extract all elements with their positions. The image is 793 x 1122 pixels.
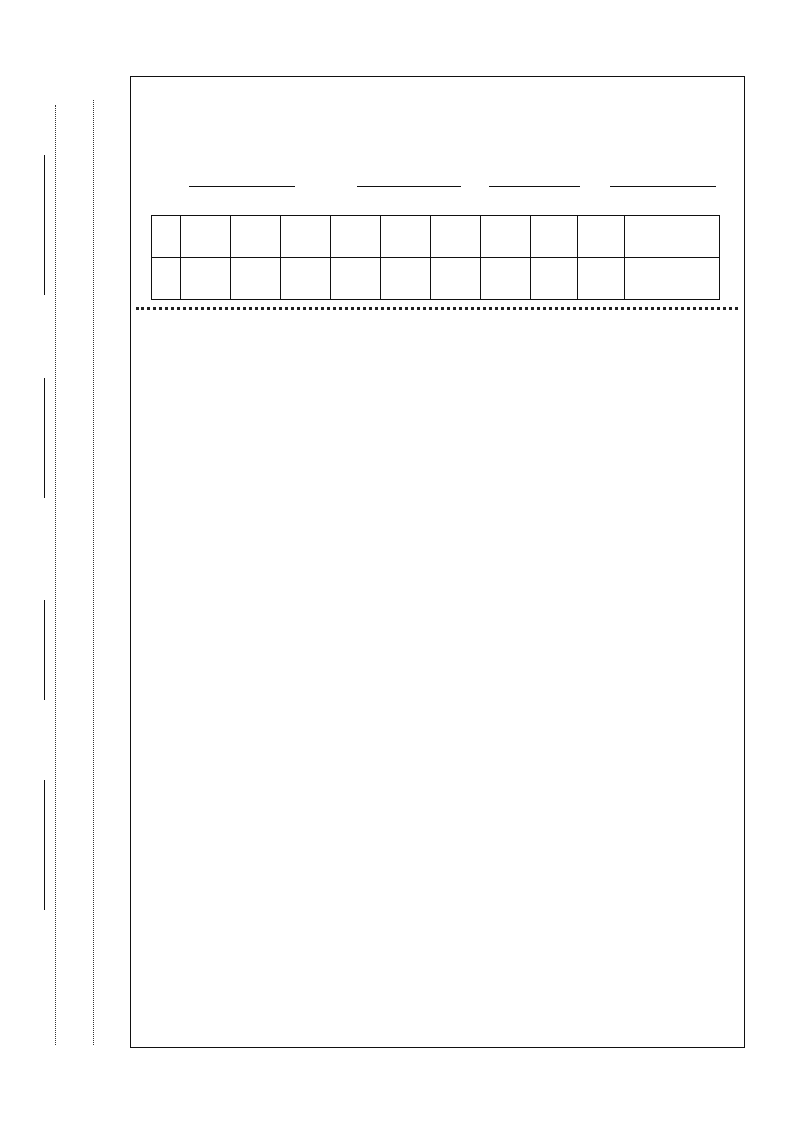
grader-cell[interactable] [625, 258, 720, 300]
college-blank[interactable] [189, 186, 295, 187]
score-col-header [381, 216, 431, 258]
paper-maker-signature-blank [44, 780, 45, 910]
score-cell[interactable] [531, 258, 578, 300]
margin-dotted-line-left [55, 105, 56, 1045]
score-cell[interactable] [231, 258, 281, 300]
review-date-blank [44, 155, 45, 295]
score-table [151, 215, 720, 300]
score-cell[interactable] [281, 258, 331, 300]
score-cell[interactable] [481, 258, 531, 300]
reviewer-signature-blank [44, 378, 45, 498]
paper-date-blank [44, 600, 45, 700]
score-row-header [152, 258, 181, 300]
score-col-header [181, 216, 231, 258]
grader-header [625, 216, 720, 258]
student-id-blank[interactable] [489, 186, 580, 187]
score-col-header [431, 216, 481, 258]
score-col-header [531, 216, 578, 258]
score-cell[interactable] [181, 258, 231, 300]
major-blank[interactable] [357, 186, 461, 187]
score-col-header [481, 216, 531, 258]
section-separator [136, 307, 738, 310]
total-score-cell[interactable] [578, 258, 625, 300]
score-col-header [231, 216, 281, 258]
margin-dotted-line-right [93, 100, 94, 1045]
score-col-header [331, 216, 381, 258]
score-cell[interactable] [381, 258, 431, 300]
score-cell[interactable] [431, 258, 481, 300]
total-score-header [578, 216, 625, 258]
name-blank[interactable] [610, 186, 716, 187]
question-number-header [152, 216, 181, 258]
score-cell[interactable] [331, 258, 381, 300]
score-col-header [281, 216, 331, 258]
